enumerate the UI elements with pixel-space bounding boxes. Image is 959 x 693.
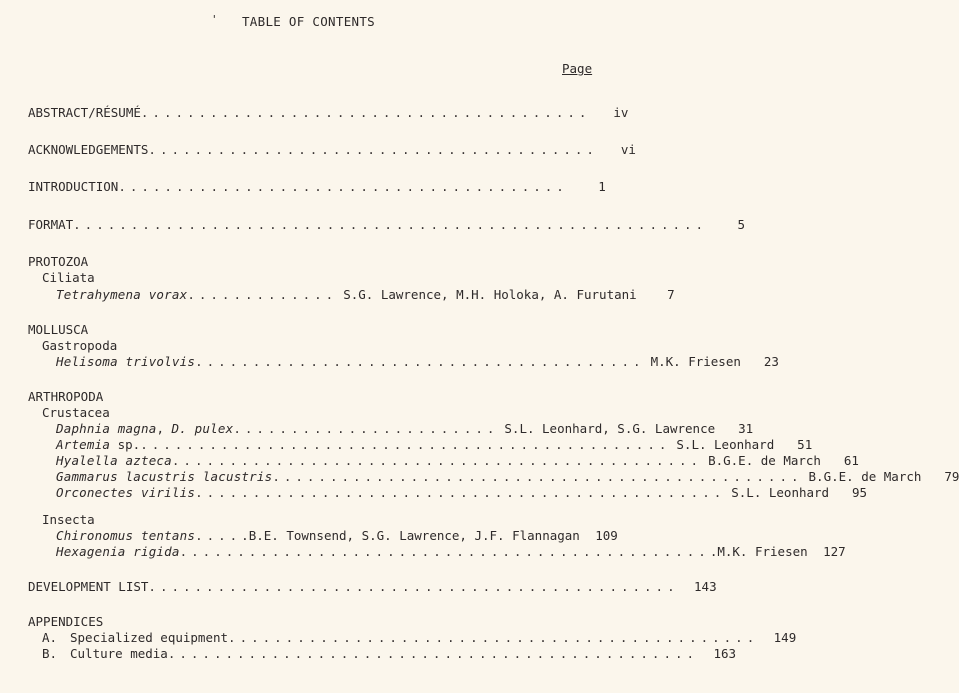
entry-authors: B.G.E. de March	[708, 453, 821, 468]
leader-dots: ..............................................	[140, 437, 671, 452]
entry-authors: .B.E. Townsend, S.G. Lawrence, J.F. Flannagan	[241, 528, 580, 543]
leader-dots: ..............................................	[179, 544, 710, 559]
species-name: Helisoma trivolvis	[56, 354, 196, 369]
toc-entry-acknowledgements[interactable]	[28, 142, 636, 158]
stray-mark: '	[211, 13, 218, 26]
entry-page: 31	[738, 421, 754, 436]
toc-entry-format[interactable]	[28, 217, 746, 233]
entry-page: 1	[598, 179, 606, 194]
entry-page: 5	[737, 217, 746, 232]
leader-dots: .......................................................	[73, 217, 708, 232]
entry-page: 95	[852, 485, 868, 500]
entry-authors: B.G.E. de March	[808, 469, 922, 484]
page-column-header: Page	[562, 61, 593, 76]
toc-entry-abstract[interactable]	[28, 105, 629, 121]
species-name: Gammarus lacustris lacustris	[56, 469, 273, 484]
toc-entry-daphnia[interactable]	[56, 421, 754, 437]
toc-entry-appendix-b[interactable]	[42, 646, 737, 662]
entry-authors: M.K. Friesen	[650, 354, 741, 369]
entry-page: 51	[797, 437, 813, 452]
entry-authors: S.L. Leonhard, S.G. Lawrence	[504, 421, 716, 436]
leader-dots: ..............................................	[167, 646, 699, 661]
leader-dots: .............	[187, 287, 338, 302]
leader-dots: ..............................................	[148, 579, 679, 594]
appendix-letter: A.	[42, 630, 58, 645]
leader-dots: .......................................	[118, 179, 568, 194]
toc-entry-helisoma[interactable]	[56, 354, 779, 370]
entry-page: 109	[595, 528, 618, 543]
toc-entry-gammarus[interactable]	[56, 469, 959, 485]
species-separator: ,	[156, 421, 172, 436]
section-heading-arthropoda: ARTHROPODA	[28, 389, 104, 404]
entry-page: 79	[944, 469, 959, 484]
leader-dots: ..............................................	[228, 630, 759, 645]
species-name: Chironomus tentans	[56, 528, 196, 543]
entry-label: Specialized equipment	[70, 630, 229, 645]
entry-page: 143	[694, 579, 717, 594]
entry-page: 7	[667, 287, 675, 302]
leader-dots: .......................................	[140, 105, 591, 120]
entry-authors: S.L. Leonhard	[731, 485, 830, 500]
entry-label: INTRODUCTION	[28, 179, 119, 194]
toc-entry-development-list[interactable]	[28, 579, 717, 595]
leader-dots: ..............................................	[195, 485, 726, 500]
species-name: Orconectes virilis	[56, 485, 196, 500]
entry-page: 127	[823, 544, 846, 559]
leader-dots: .......................................	[195, 354, 645, 369]
entry-page: 61	[843, 453, 859, 468]
subsection-heading-ciliata: Ciliata	[42, 270, 95, 285]
toc-entry-chironomus[interactable]	[56, 528, 618, 544]
species-name: Tetrahymena vorax	[56, 287, 188, 302]
entry-page: 149	[773, 630, 797, 645]
species-name: Daphnia magna	[56, 421, 157, 436]
entry-authors: .M.K. Friesen	[709, 544, 808, 559]
toc-entry-orconectes[interactable]	[56, 485, 868, 501]
toc-entry-hyalella[interactable]	[56, 453, 859, 469]
leader-dots: .......................	[233, 421, 499, 436]
toc-entry-tetrahymena[interactable]	[56, 287, 675, 303]
species-name: Hexagenia rigida	[56, 544, 180, 559]
entry-page: 163	[713, 646, 737, 661]
leader-dots: .......................................	[148, 142, 598, 157]
species-name: Artemia	[56, 437, 111, 452]
section-heading-protozoa: PROTOZOA	[28, 254, 89, 269]
toc-entry-artemia[interactable]	[56, 437, 813, 453]
leader-dots: ..............................................	[272, 469, 803, 484]
entry-authors: S.G. Lawrence, M.H. Holoka, A. Furutani	[343, 287, 637, 302]
toc-entry-introduction[interactable]	[28, 179, 606, 195]
leader-dots: ....	[195, 528, 242, 543]
entry-label: ABSTRACT/RÉSUMÉ	[28, 105, 141, 120]
toc-entry-hexagenia[interactable]	[56, 544, 846, 560]
section-heading-appendices: APPENDICES	[28, 614, 104, 629]
species-name-2: D. pulex	[171, 421, 234, 436]
appendix-letter: B.	[42, 646, 58, 661]
species-separator: sp.	[110, 437, 141, 452]
toc-entry-appendix-a[interactable]	[42, 630, 797, 646]
subsection-heading-insecta: Insecta	[42, 512, 95, 527]
species-name: Hyalella azteca	[56, 453, 172, 468]
entry-label: ACKNOWLEDGEMENTS	[28, 142, 149, 157]
leader-dots: ..............................................	[171, 453, 703, 468]
entry-page: iv	[613, 105, 629, 120]
section-heading-mollusca: MOLLUSCA	[28, 322, 89, 337]
entry-label: Culture media	[70, 646, 168, 661]
entry-label: DEVELOPMENT LIST	[28, 579, 149, 594]
entry-label: FORMAT	[28, 217, 74, 232]
page-title: TABLE OF CONTENTS	[241, 14, 376, 29]
entry-authors: S.L. Leonhard	[676, 437, 775, 452]
entry-page: vi	[620, 142, 636, 157]
subsection-heading-gastropoda: Gastropoda	[42, 338, 118, 353]
subsection-heading-crustacea: Crustacea	[42, 405, 110, 420]
entry-page: 23	[763, 354, 779, 369]
